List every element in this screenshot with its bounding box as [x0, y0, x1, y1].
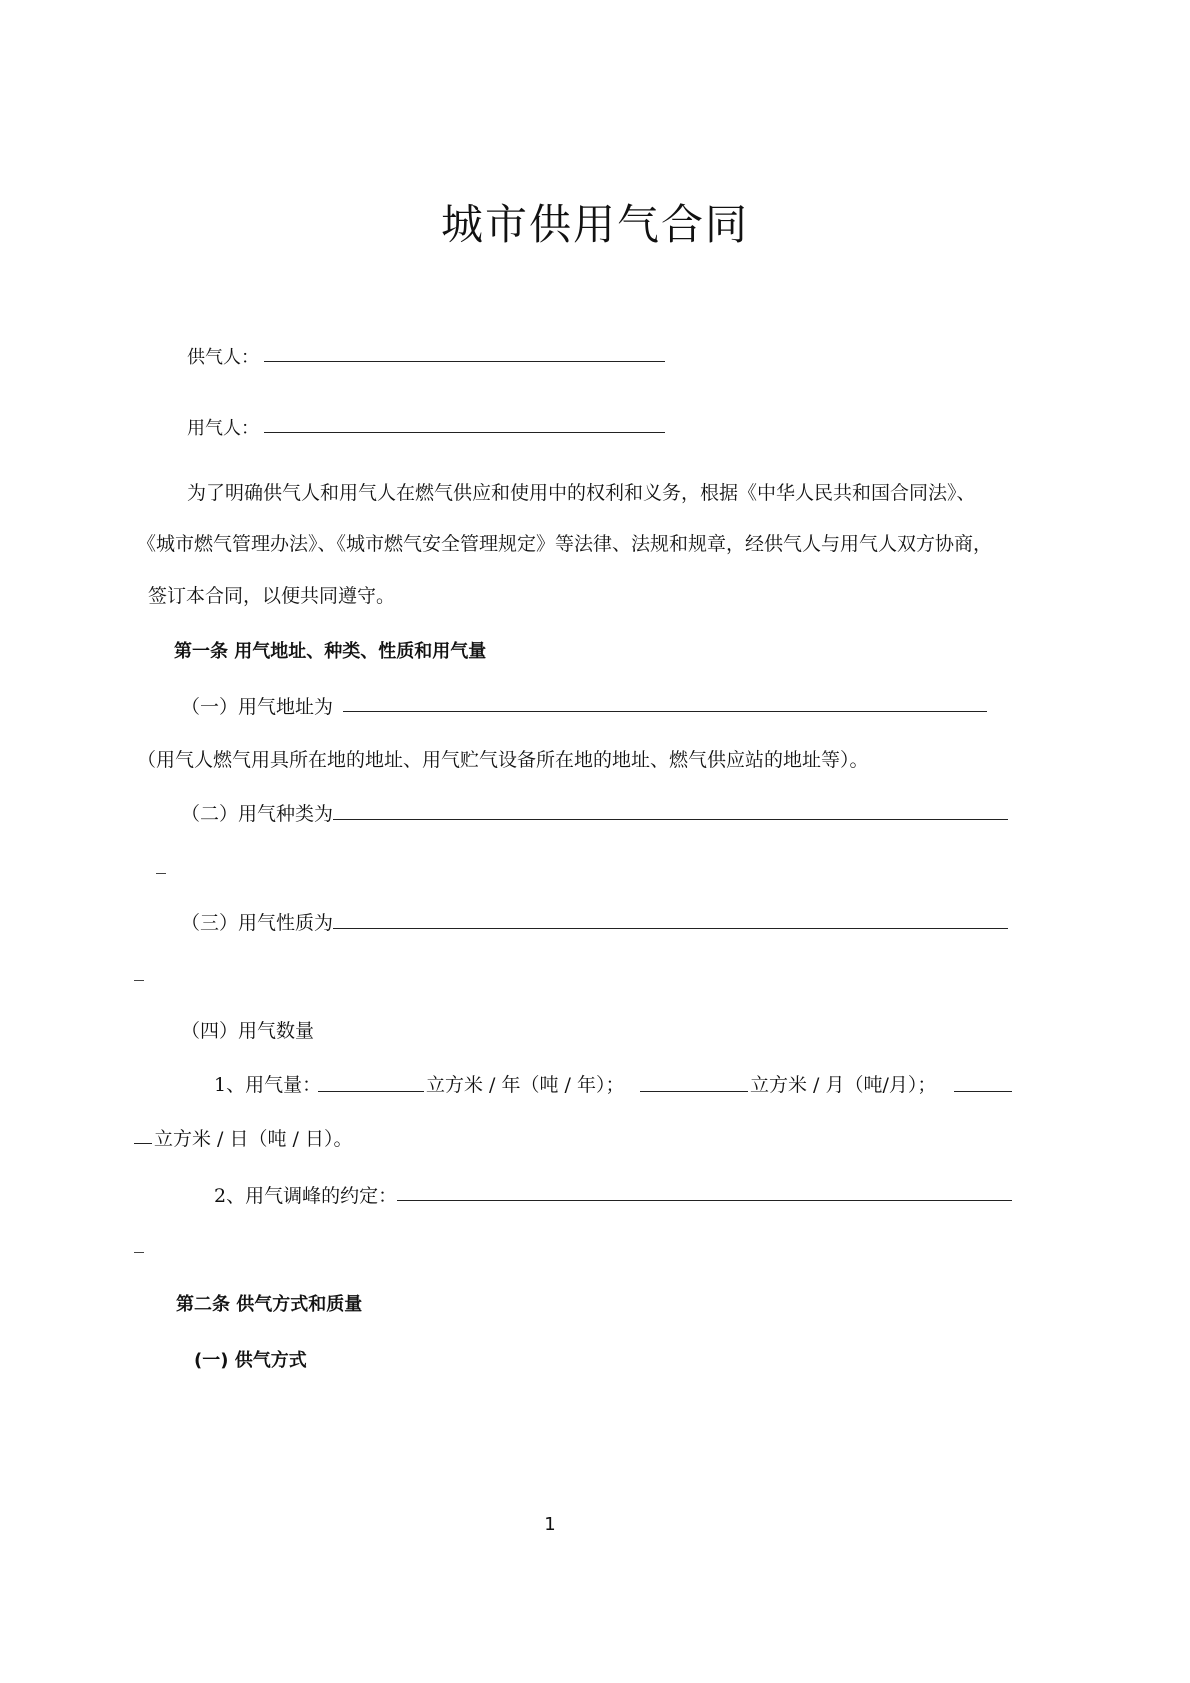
- address-label: （一）用气地址为: [181, 696, 334, 718]
- document-title: 城市供用气合同: [440, 200, 749, 249]
- supply-method-subheading: (一) 供气方式: [194, 1350, 307, 1371]
- address-note: （用气人燃气用具所在地的地址、用气贮气设备所在地的地址、燃气供应站的地址等）。: [137, 749, 869, 771]
- article1-heading: 第一条 用气地址、种类、性质和用气量: [174, 641, 487, 662]
- gas-quantity-label: （四）用气数量: [181, 1020, 315, 1042]
- preamble-line-1: 为了明确供气人和用气人在燃气供应和使用中的权利和义务，根据《中华人民共和国合同法》、: [187, 482, 976, 504]
- quantity-unit-month: 立方米 / 月（吨/月）；: [750, 1074, 937, 1096]
- gas-nature-continuation-dash: [134, 980, 144, 981]
- article2-heading: 第二条 供气方式和质量: [176, 1294, 363, 1315]
- quantity-day-blank: [954, 1091, 1012, 1092]
- peak-shaving-label: 2、用气调峰的约定：: [214, 1185, 398, 1207]
- preamble-line-2: 《城市燃气管理办法》、《城市燃气安全管理规定》等法律、法规和规章，经供气人与用气人双方协商，: [137, 533, 993, 555]
- quantity-year-blank: [318, 1091, 424, 1092]
- preamble-line-3: 签订本合同，以便共同遵守。: [148, 585, 396, 607]
- gas-type-blank-line: [333, 819, 1008, 820]
- supplier-label: 供气人：: [187, 347, 259, 368]
- page-number: 1: [544, 1514, 556, 1535]
- quantity-month-blank: [640, 1091, 748, 1092]
- address-blank-line: [343, 711, 987, 712]
- gas-nature-blank-line: [333, 928, 1008, 929]
- supplier-blank-line: [264, 361, 665, 362]
- gas-nature-label: （三）用气性质为: [181, 912, 334, 934]
- gas-type-continuation-dash: [156, 873, 166, 874]
- quantity-unit-day: 立方米 / 日（吨 / 日）。: [154, 1128, 353, 1150]
- quantity-prefix: 1、用气量：: [214, 1074, 322, 1096]
- quantity-unit-year: 立方米 / 年（吨 / 年）；: [426, 1074, 625, 1096]
- user-label: 用气人：: [187, 418, 259, 439]
- peak-shaving-blank-line: [397, 1200, 1012, 1201]
- peak-shaving-continuation-dash: [134, 1252, 144, 1253]
- user-blank-line: [264, 432, 665, 433]
- gas-type-label: （二）用气种类为: [181, 803, 334, 825]
- quantity-day-blank-continued: [134, 1143, 152, 1144]
